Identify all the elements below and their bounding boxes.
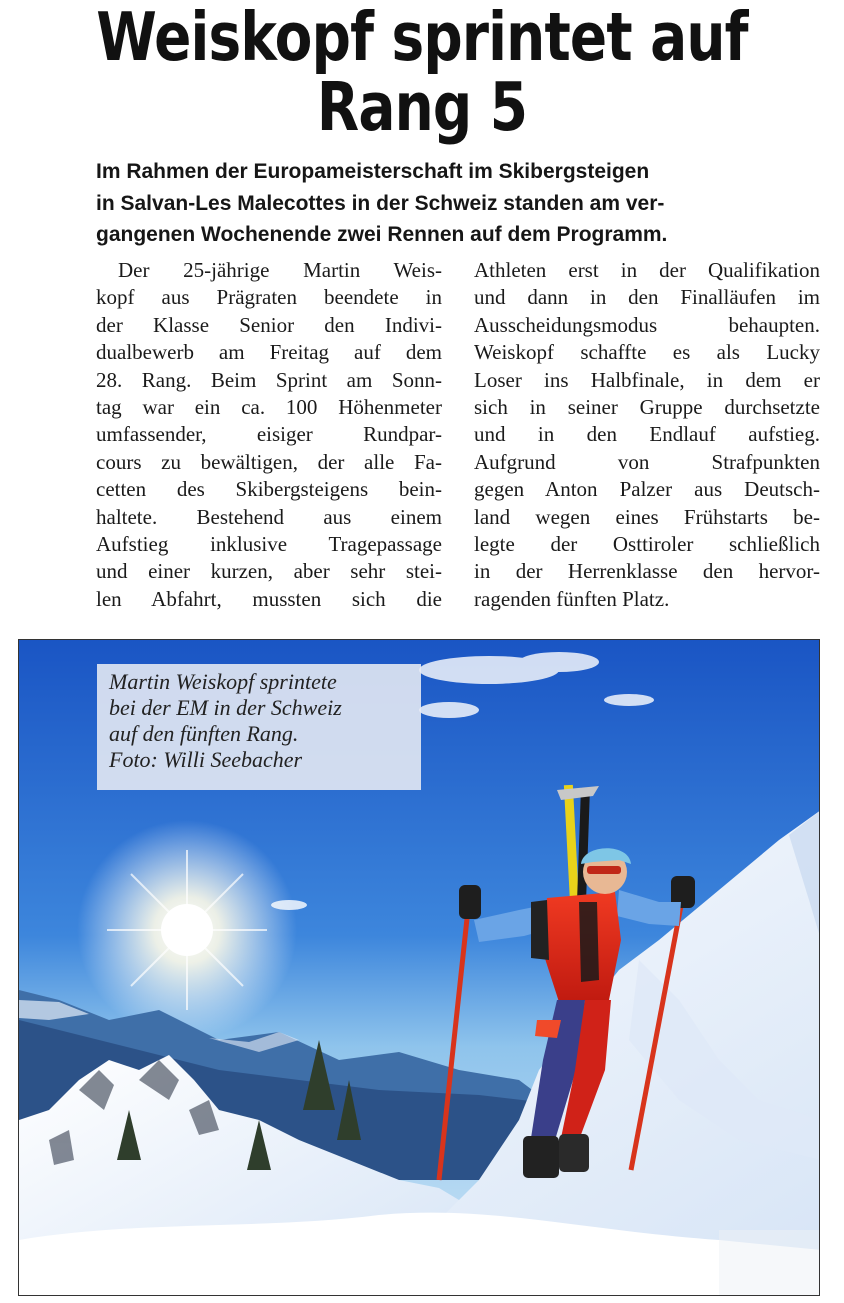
body-line: gegen Anton Palzer aus Deutsch- xyxy=(474,477,820,502)
body-line: cours zu bewältigen, der alle Fa- xyxy=(96,449,442,474)
body-line: haltete. Bestehend aus einem xyxy=(96,504,442,529)
lead-line: in Salvan-Les Malecottes in der Schweiz standen am ver- xyxy=(96,191,665,215)
article-column-right xyxy=(474,257,820,613)
body-line: umfassender, eisiger Rundpar- xyxy=(96,422,442,447)
sun xyxy=(77,820,297,1040)
body-line: Der 25-jährige Martin Weis- xyxy=(118,258,442,282)
body-line: cetten des Skibergsteigens bein- xyxy=(96,477,442,502)
body-line: ragenden fünften Platz. xyxy=(474,586,670,611)
lead-paragraph xyxy=(96,156,820,251)
body-line: Loser ins Halbfinale, in dem er xyxy=(474,367,820,392)
headline-line-1: Weiskopf sprintet auf xyxy=(96,0,748,76)
body-line: land wegen eines Frühstarts be- xyxy=(474,504,820,529)
ski-mountaineering-photo xyxy=(18,639,820,1296)
article-column-left xyxy=(96,257,442,613)
body-line: und einer kurzen, aber sehr stei- xyxy=(96,559,442,584)
caption-line: auf den fünften Rang. xyxy=(109,721,299,746)
body-line: 28. Rang. Beim Sprint am Sonn- xyxy=(96,367,442,392)
caption-line: bei der EM in der Schweiz xyxy=(109,695,342,720)
lead-line: Im Rahmen der Europameisterschaft im Skibergsteigen xyxy=(96,160,650,183)
body-line: Ausscheidungsmodus behaupten. xyxy=(474,312,820,337)
body-line: sich in seiner Gruppe durchsetzte xyxy=(474,394,820,419)
body-line: len Abfahrt, mussten sich die xyxy=(96,586,442,611)
body-line: und in den Endlauf aufstieg. xyxy=(474,422,820,447)
photo-caption xyxy=(97,664,421,790)
body-line: legte der Osttiroler schließlich xyxy=(474,531,820,556)
body-line: Aufstieg inklusive Tragepassage xyxy=(96,531,442,556)
headline xyxy=(76,0,768,146)
body-line: in der Herrenklasse den hervor- xyxy=(474,559,820,584)
body-line: Aufgrund von Strafpunkten xyxy=(474,449,820,474)
body-line: Athleten erst in der Qualifikation xyxy=(474,258,820,282)
headline-line-2: Rang 5 xyxy=(316,68,528,146)
body-line: der Klasse Senior den Indivi- xyxy=(96,312,442,337)
body-line: dualbewerb am Freitag auf dem xyxy=(96,340,442,365)
lead-line: gangenen Wochenende zwei Rennen auf dem Programm. xyxy=(96,223,668,246)
photo-credit: Foto: Willi Seebacher xyxy=(109,747,303,772)
body-line: tag war ein ca. 100 Höhenmeter xyxy=(96,394,442,419)
body-line: Weiskopf schaffte es als Lucky xyxy=(474,340,820,365)
caption-line: Martin Weiskopf sprintete xyxy=(109,669,337,694)
body-line: kopf aus Prägraten beendete in xyxy=(96,285,442,310)
body-line: und dann in den Finalläufen im xyxy=(474,285,820,310)
